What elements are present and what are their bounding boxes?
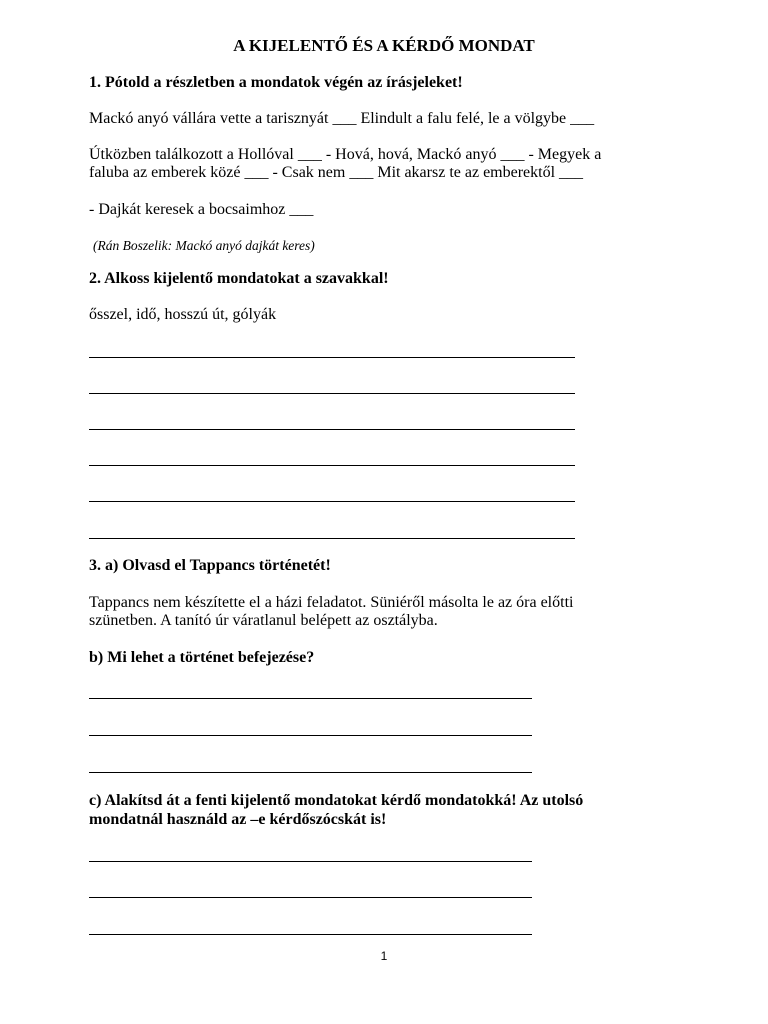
page-title: A KIJELENTŐ ÉS A KÉRDŐ MONDAT bbox=[233, 36, 535, 55]
task3a-heading: 3. a) Olvasd el Tappancs történetét! bbox=[89, 557, 331, 574]
answer-line[interactable] bbox=[89, 772, 532, 773]
task3b-heading: b) Mi lehet a történet befejezése? bbox=[89, 649, 315, 666]
task1-text-line-1: Mackó anyó vállára vette a tarisznyát ___ Elindult a falu felé, le a völgybe ___ bbox=[89, 110, 595, 127]
task1-heading: 1. Pótold a részletben a mondatok végén az írásjeleket! bbox=[89, 74, 463, 91]
task3c-heading-line-1: c) Alakítsd át a fenti kijelentő mondatokat kérdő mondatokká! Az utolsó bbox=[89, 792, 584, 809]
answer-line[interactable] bbox=[89, 934, 532, 935]
answer-line[interactable] bbox=[89, 429, 575, 430]
task1-text-line-4: - Dajkát keresek a bocsaimhoz ___ bbox=[89, 201, 314, 218]
answer-line[interactable] bbox=[89, 393, 575, 394]
task2-heading: 2. Alkoss kijelentő mondatokat a szavakkal! bbox=[89, 270, 389, 287]
task1-text-line-2: Útközben találkozott a Hollóval ___ - Hová, hová, Mackó anyó ___ - Megyek a bbox=[89, 146, 602, 163]
answer-line[interactable] bbox=[89, 735, 532, 736]
page-number: 1 bbox=[380, 949, 388, 963]
answer-line[interactable] bbox=[89, 698, 532, 699]
task3-story-line-1: Tappancs nem készítette el a házi feladatot. Süniéről másolta le az óra előtti bbox=[89, 594, 574, 611]
answer-line[interactable] bbox=[89, 897, 532, 898]
task3c-heading-line-2: mondatnál használd az –e kérdőszócskát is! bbox=[89, 811, 387, 828]
task3-story-line-2: szünetben. A tanító úr váratlanul belépett az osztályba. bbox=[89, 612, 438, 629]
answer-line[interactable] bbox=[89, 538, 575, 539]
answer-line[interactable] bbox=[89, 357, 575, 358]
task1-text-line-3: faluba az emberek közé ___ - Csak nem ___ Mit akarsz te az emberektől ___ bbox=[89, 164, 584, 181]
task2-words: ősszel, idő, hosszú út, gólyák bbox=[89, 306, 277, 323]
answer-line[interactable] bbox=[89, 465, 575, 466]
task1-source: (Rán Boszelik: Mackó anyó dajkát keres) bbox=[93, 238, 315, 253]
answer-line[interactable] bbox=[89, 861, 532, 862]
answer-line[interactable] bbox=[89, 501, 575, 502]
